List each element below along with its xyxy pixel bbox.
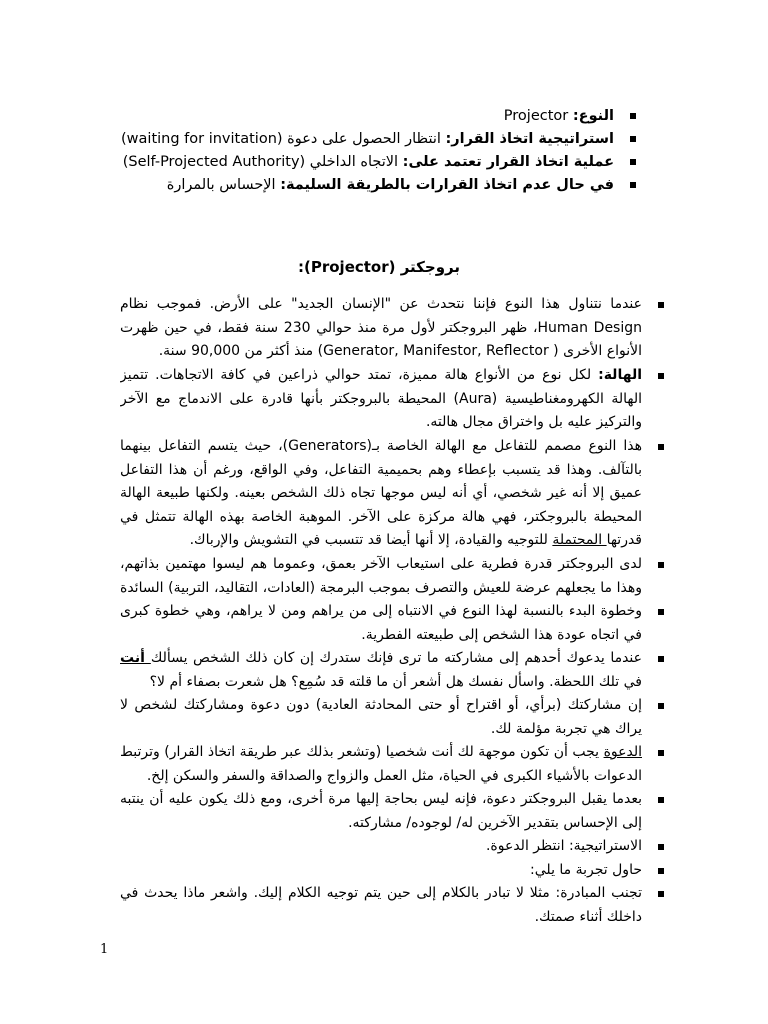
paragraph-sharing: إن مشاركتك (برأي، أو اقتراح أو حتى المحادثة العادية) دون دعوة ومشاركتك لشخص لا يراك هي تجربة مؤلمة لك. — [120, 694, 668, 741]
square-bullet-icon — [630, 182, 636, 188]
paragraph-strategy: الاستراتيجية: انتظر الدعوة. — [120, 835, 668, 859]
square-bullet-icon — [658, 562, 664, 568]
summary-item-type: النوع: Projector — [140, 105, 640, 128]
square-bullet-icon — [630, 159, 636, 165]
summary-item-authority: عملية اتخاذ القرار تعتمد على: الاتجاه الداخلي (Self-Projected Authority) — [140, 151, 640, 174]
square-bullet-icon — [658, 703, 664, 709]
square-bullet-icon — [658, 656, 664, 662]
square-bullet-icon — [658, 302, 664, 308]
paragraph-generators: هذا النوع مصمم للتفاعل مع الهالة الخاصة بـ(Generators)، حيث يتسم التفاعل بينهما بالتآلف. وهذا قد يتسبب بإعطاء وهم بحميمية التفاعل، وفي الواقع، ورغم أن هذا التفاعل عميق إلا أنه غير شخصي، أي أنه ليس موجها تجاه ذلك الشخص بعينه. ولكنها طبيعة الهالة المحيطة بالبروجكتر، فهي هالة مركزة على الآخر. الموهبة الخاصة بهذه الهالة تتمثل في قدرتها المحتملة للتوجيه والقيادة، إلا أنها أيضا قد تتسبب في التشويش والإرباك. — [120, 435, 668, 553]
paragraph-aura: الهالة: لكل نوع من الأنواع هالة مميزة، تمتد حوالي ذراعين في كافة الاتجاهات. تتميز الهالة الكهرومغناطيسية (Aura) المحيطة بالبروجكتر بأنها قادرة على الاندماج مع الآخر والتركيز عليه بل واختراق مجال هالته. — [120, 364, 668, 435]
page-number: 1 — [100, 942, 109, 957]
square-bullet-icon — [658, 444, 664, 450]
paragraph-after-accept: بعدما يقبل البروجكتر دعوة، فإنه ليس بحاجة إليها مرة أخرى، ومع ذلك يكون عليه أن ينتبه إلى الإحساس بتقدير الآخرين له/ لوجوده/ مشاركته. — [120, 788, 668, 835]
paragraph-new-human: عندما نتناول هذا النوع فإننا نتحدث عن "الإنسان الجديد" على الأرض. فموجب نظام Human Design، ظهر البروجكتر لأول مرة منذ حوالي 230 سنة فقط، في حين ظهرت الأنواع الأخرى ( Generator, Manifestor, Reflector) منذ أكثر من 90,000 سنة. — [120, 293, 668, 364]
square-bullet-icon — [658, 868, 664, 874]
square-bullet-icon — [658, 609, 664, 615]
paragraph-invitation: الدعوة يجب أن تكون موجهة لك أنت شخصيا (وتشعر بذلك عبر طريقة اتخاذ القرار) وترتبط الدعوات بالأشياء الكبرى في الحياة، مثل العمل والزواج والصداقة والسفر والسكن إلخ. — [120, 741, 668, 788]
summary-item-strategy: استراتيجية اتخاذ القرار: انتظار الحصول على دعوة (waiting for invitation) — [140, 128, 640, 151]
square-bullet-icon — [658, 797, 664, 803]
square-bullet-icon — [658, 373, 664, 379]
summary-item-not-self: في حال عدم اتخاذ القرارات بالطريقة السليمة: الإحساس بالمرارة — [140, 174, 640, 197]
paragraph-capacity: لدى البروجكتر قدرة فطرية على استيعاب الآخر بعمق، وعموما هم ليسوا مهتمين بذاتهم، وهذا ما يجعلهم عرضة للعيش والتصرف بموجب البرمجة (العادات، التقاليد، التربية) السائدة — [120, 553, 668, 600]
paragraph-try: حاول تجربة ما يلي: — [120, 859, 668, 883]
square-bullet-icon — [630, 136, 636, 142]
body-list — [120, 293, 668, 929]
square-bullet-icon — [658, 844, 664, 850]
section-heading: بروجكتر (Projector): — [298, 258, 460, 276]
square-bullet-icon — [658, 891, 664, 897]
paragraph-invited: عندما يدعوك أحدهم إلى مشاركته ما ترى فإنك ستدرك إن كان ذلك الشخص يسألك أنت في تلك اللحظة. واسأل نفسك هل أشعر أن ما قلته قد سُمِع؟ هل شعرت بصفاء أم لا؟ — [120, 647, 668, 694]
square-bullet-icon — [658, 750, 664, 756]
square-bullet-icon — [630, 113, 636, 119]
summary-list — [121, 105, 640, 197]
paragraph-first-step: وخطوة البدء بالنسبة لهذا النوع في الانتباه إلى من يراهم ومن لا يراهم، وهي خطوة كبرى في اتجاه عودة هذا الشخص إلى طبيعته الفطرية. — [120, 600, 668, 647]
paragraph-avoid-initiative: تجنب المبادرة: مثلا لا تبادر بالكلام إلى حين يتم توجيه الكلام إليك. واشعر ماذا يحدث في داخلك أثناء صمتك. — [120, 882, 668, 929]
